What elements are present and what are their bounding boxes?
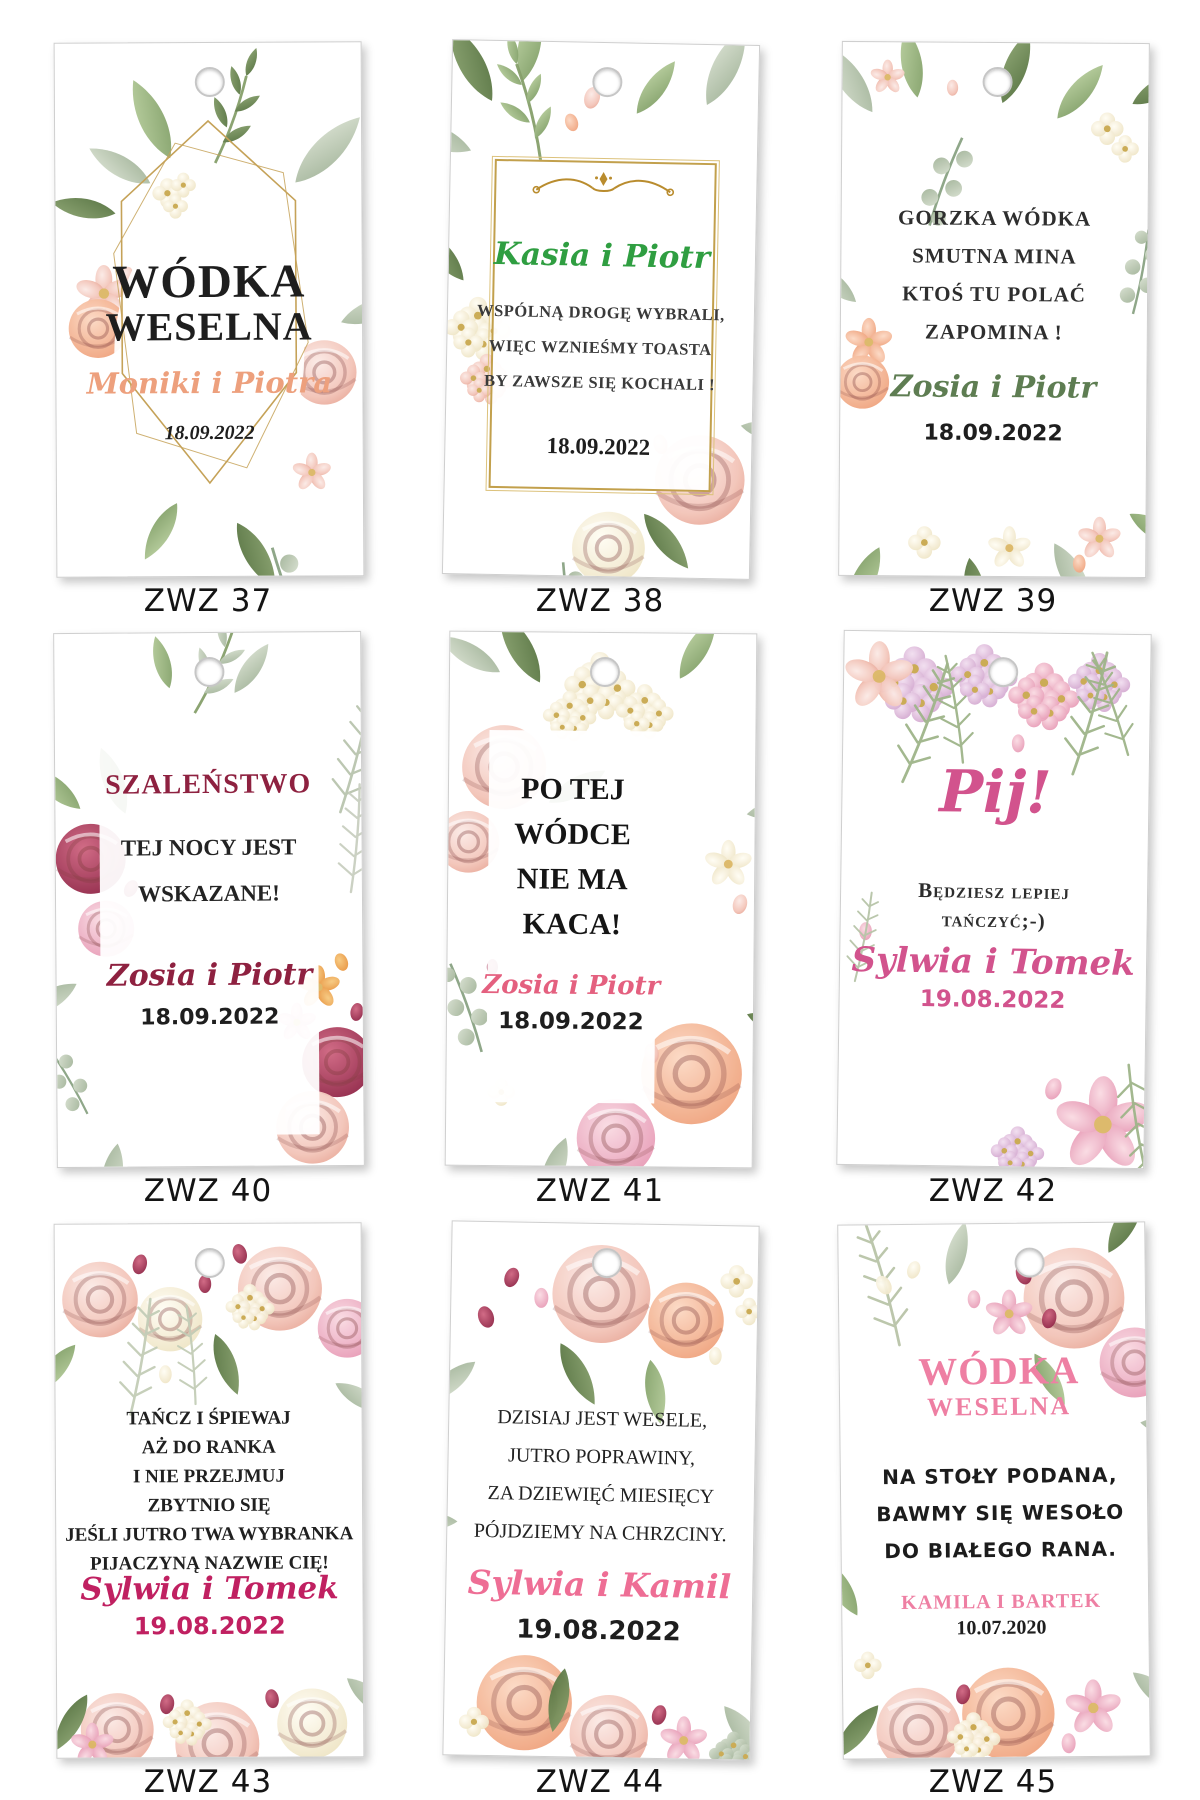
floral-shape <box>277 1688 347 1758</box>
tag-title-line2: WESELNA <box>926 1391 1072 1422</box>
tag-wedding-date: 19.08.2022 <box>919 985 1066 1015</box>
tag-wedding-date: 19.08.2022 <box>133 1611 286 1641</box>
verse-line: GORZKA WÓDKA <box>898 205 1092 231</box>
gift-tag-zwz-42 <box>836 630 1151 1169</box>
floral-shape <box>318 1299 364 1358</box>
floral-shape <box>54 1039 100 1121</box>
verse-line: KACA! <box>522 907 622 942</box>
tag-title-line1: WÓDKA <box>918 1349 1080 1394</box>
tag-title: Pij! <box>938 757 1053 827</box>
punch-hole <box>194 657 224 687</box>
floral-shape <box>735 1298 758 1326</box>
tag-code-label: ZWZ 45 <box>928 1764 1058 1800</box>
verse-line: DO BIAŁEGO RANA. <box>884 1536 1118 1564</box>
tag-code-label: ZWZ 39 <box>928 583 1058 619</box>
tag-verse <box>841 198 1148 352</box>
verse-line: KTOŚ TU POLAĆ <box>902 281 1087 307</box>
verse-line: PO TEJ <box>520 772 625 807</box>
punch-hole <box>1014 1247 1044 1277</box>
floral-shape <box>905 1259 923 1280</box>
floral-shape <box>1073 555 1086 573</box>
tag-couple-names: Sylwia i Tomek <box>851 940 1136 984</box>
floral-shape <box>908 526 941 559</box>
tag-wedding-date: 18.09.2022 <box>923 420 1063 447</box>
floral-shape <box>576 1099 655 1168</box>
floral-shape <box>854 1651 882 1679</box>
tag-wedding-date: 18.09.2022 <box>498 1008 644 1036</box>
floral-shape <box>671 632 724 684</box>
floral-shape <box>264 1688 280 1709</box>
floral-shape <box>720 1265 753 1298</box>
tag-title-line1: WÓDKA <box>112 255 306 309</box>
verse-line: WSKAZANE! <box>137 880 280 907</box>
tag-wedding-date: 18.09.2022 <box>140 1004 280 1031</box>
tag-code-label: ZWZ 38 <box>535 583 665 619</box>
tag-couple-names: Kasia i Piotr <box>493 235 711 277</box>
floral-shape <box>641 1023 743 1125</box>
floral-shape <box>876 1687 961 1758</box>
tag-wedding-date: 10.07.2020 <box>956 1616 1047 1640</box>
tag-wedding-date: 18.09.2022 <box>546 432 651 460</box>
gift-tag-zwz-37 <box>54 41 365 578</box>
verse-line: ZBYTNIO SIĘ <box>147 1494 271 1517</box>
tag-verse <box>56 1403 363 1579</box>
verse-line: tańczyć;-) <box>941 907 1046 933</box>
punch-hole <box>195 67 225 97</box>
floral-shape <box>1062 1733 1076 1753</box>
gift-tag-zwz-40 <box>53 631 365 1168</box>
floral-shape <box>1042 1076 1064 1102</box>
verse-line: WÓDCE <box>514 817 632 852</box>
verse-line: TAŃCZ I ŚPIEWAJ <box>126 1407 291 1430</box>
tag-title-line2: WESELNA <box>105 303 313 350</box>
verse-line: WSPÓLNĄ DROGĘ WYBRALI, <box>476 300 725 325</box>
floral-shape <box>1063 1679 1123 1736</box>
floral-shape <box>1128 64 1149 112</box>
floral-shape <box>650 1704 669 1727</box>
floral-shape <box>96 1142 128 1167</box>
verse-line: NA STOŁY PODANA, <box>882 1462 1118 1490</box>
floral-shape <box>230 1242 249 1265</box>
floral-shape <box>148 634 178 690</box>
floral-shape <box>731 893 750 916</box>
tag-couple-names: Zosia i Piotr <box>482 969 661 1002</box>
floral-shape <box>1076 517 1122 561</box>
verse-line: JEŚLI JUTRO TWA WYBRANKA <box>65 1523 354 1546</box>
text-backing-panel <box>99 744 320 1136</box>
floral-shape <box>629 56 682 119</box>
tag-code-label: ZWZ 43 <box>143 1764 273 1800</box>
tag-couple-names: Zosia i Piotr <box>106 957 313 994</box>
floral-shape <box>1125 506 1149 555</box>
gold-flourish-ornament <box>528 168 679 203</box>
tag-verse <box>447 1397 756 1554</box>
floral-shape <box>1012 734 1025 752</box>
verse-line: BY ZAWSZE SIĘ KOCHALI ! <box>483 370 716 395</box>
floral-shape <box>648 1282 725 1359</box>
gift-tag-zwz-39 <box>838 41 1150 578</box>
tag-wedding-date: 19.08.2022 <box>516 1614 682 1648</box>
verse-line: BAWMY SIĘ WESOŁO <box>876 1499 1125 1527</box>
tag-couple-names: Zosia i Piotr <box>890 369 1097 406</box>
floral-shape <box>839 542 889 577</box>
verse-line: SMUTNA MINA <box>912 243 1077 269</box>
floral-shape <box>873 1273 895 1297</box>
verse-line: WIĘC WZNIEŚMY TOASTA <box>488 335 712 360</box>
floral-shape <box>1111 135 1139 163</box>
floral-shape <box>709 1731 759 1759</box>
verse-line: PIJACZYNĄ NAZWIE CIĘ! <box>90 1552 329 1575</box>
tag-code-label: ZWZ 44 <box>535 1764 665 1800</box>
floral-shape <box>1100 1222 1150 1257</box>
floral-shape <box>1091 112 1124 145</box>
gift-tag-zwz-43 <box>54 1222 365 1759</box>
floral-shape <box>703 840 754 888</box>
floral-shape <box>446 632 505 681</box>
floral-shape <box>534 1288 548 1308</box>
floral-shape <box>159 1365 172 1383</box>
verse-line: DZISIAJ JEST WESELE, <box>497 1406 708 1432</box>
tag-wedding-date: 18.09.2022 <box>164 421 255 445</box>
floral-shape <box>990 1126 1044 1168</box>
floral-shape <box>571 511 645 579</box>
tag-code-label: ZWZ 41 <box>535 1173 665 1209</box>
tag-verse <box>446 292 754 403</box>
floral-shape <box>744 1005 757 1045</box>
verse-line: ZAPOMINA ! <box>924 319 1063 345</box>
gift-tag-zwz-41 <box>445 631 758 1169</box>
tag-code-label: ZWZ 40 <box>143 1173 273 1209</box>
floral-shape <box>443 40 503 107</box>
floral-shape <box>1050 58 1111 125</box>
floral-shape <box>709 1347 722 1365</box>
tag-couple-names: KAMILA I BARTEK <box>901 1589 1102 1614</box>
tag-couple-names: Sylwia i Tomek <box>80 1570 339 1608</box>
verse-line: NIE MA <box>516 862 628 897</box>
floral-shape <box>968 1290 981 1308</box>
floral-shape <box>563 112 581 133</box>
floral-shape <box>502 1266 522 1290</box>
tag-code-label: ZWZ 37 <box>143 583 273 619</box>
floral-shape <box>658 1716 709 1760</box>
tag-code-label: ZWZ 42 <box>928 1173 1058 1209</box>
floral-shape <box>838 1555 865 1620</box>
tag-verse <box>55 824 362 918</box>
verse-line: JUTRO POPRAWINY, <box>507 1444 696 1470</box>
floral-shape <box>940 1222 974 1286</box>
punch-hole <box>590 657 620 687</box>
floral-shape <box>569 1694 649 1759</box>
floral-shape <box>1139 1413 1150 1442</box>
tag-verse <box>867 1457 1134 1571</box>
gift-tag-zwz-44 <box>442 1220 759 1760</box>
gift-tag-zwz-38 <box>442 39 760 580</box>
tag-verse <box>841 875 1148 937</box>
floral-shape <box>839 42 882 119</box>
floral-shape <box>947 80 958 96</box>
floral-shape <box>227 639 275 698</box>
floral-shape <box>1127 1665 1150 1721</box>
floral-shape <box>490 632 550 689</box>
verse-line: PÓJDZIEMY NA CHRZCINY. <box>473 1519 727 1547</box>
verse-line: Będziesz lepiej <box>918 877 1071 905</box>
floral-shape <box>131 1253 150 1276</box>
tag-couple-names: Moniki i Piotra <box>86 365 333 401</box>
punch-hole <box>982 67 1012 97</box>
floral-shape <box>745 794 756 823</box>
floral-shape <box>443 113 475 161</box>
floral-shape <box>1008 662 1080 730</box>
floral-shape <box>959 556 991 577</box>
verse-line: TEJ NOCY JEST <box>120 834 297 861</box>
verse-line: I NIE PRZEJMUJ <box>132 1465 285 1488</box>
floral-shape <box>696 40 757 110</box>
tag-verse <box>488 766 658 947</box>
floral-shape <box>62 1262 138 1338</box>
floral-shape <box>475 1304 497 1330</box>
verse-line: ZA DZIEWIĘĆ MIESIĘCY <box>487 1482 715 1508</box>
floral-shape <box>55 1339 83 1401</box>
punch-hole <box>195 1248 225 1278</box>
floral-shape <box>532 1134 576 1167</box>
verse-line: AŻ DO RANKA <box>141 1436 276 1459</box>
tag-couple-names: Sylwia i Kamil <box>467 1562 732 1607</box>
gift-tag-zwz-45 <box>837 1221 1151 1759</box>
floral-shape <box>986 526 1032 570</box>
floral-shape <box>869 60 906 95</box>
tag-title: SZALEŃSTWO <box>105 768 312 801</box>
floral-shape <box>206 1331 246 1398</box>
